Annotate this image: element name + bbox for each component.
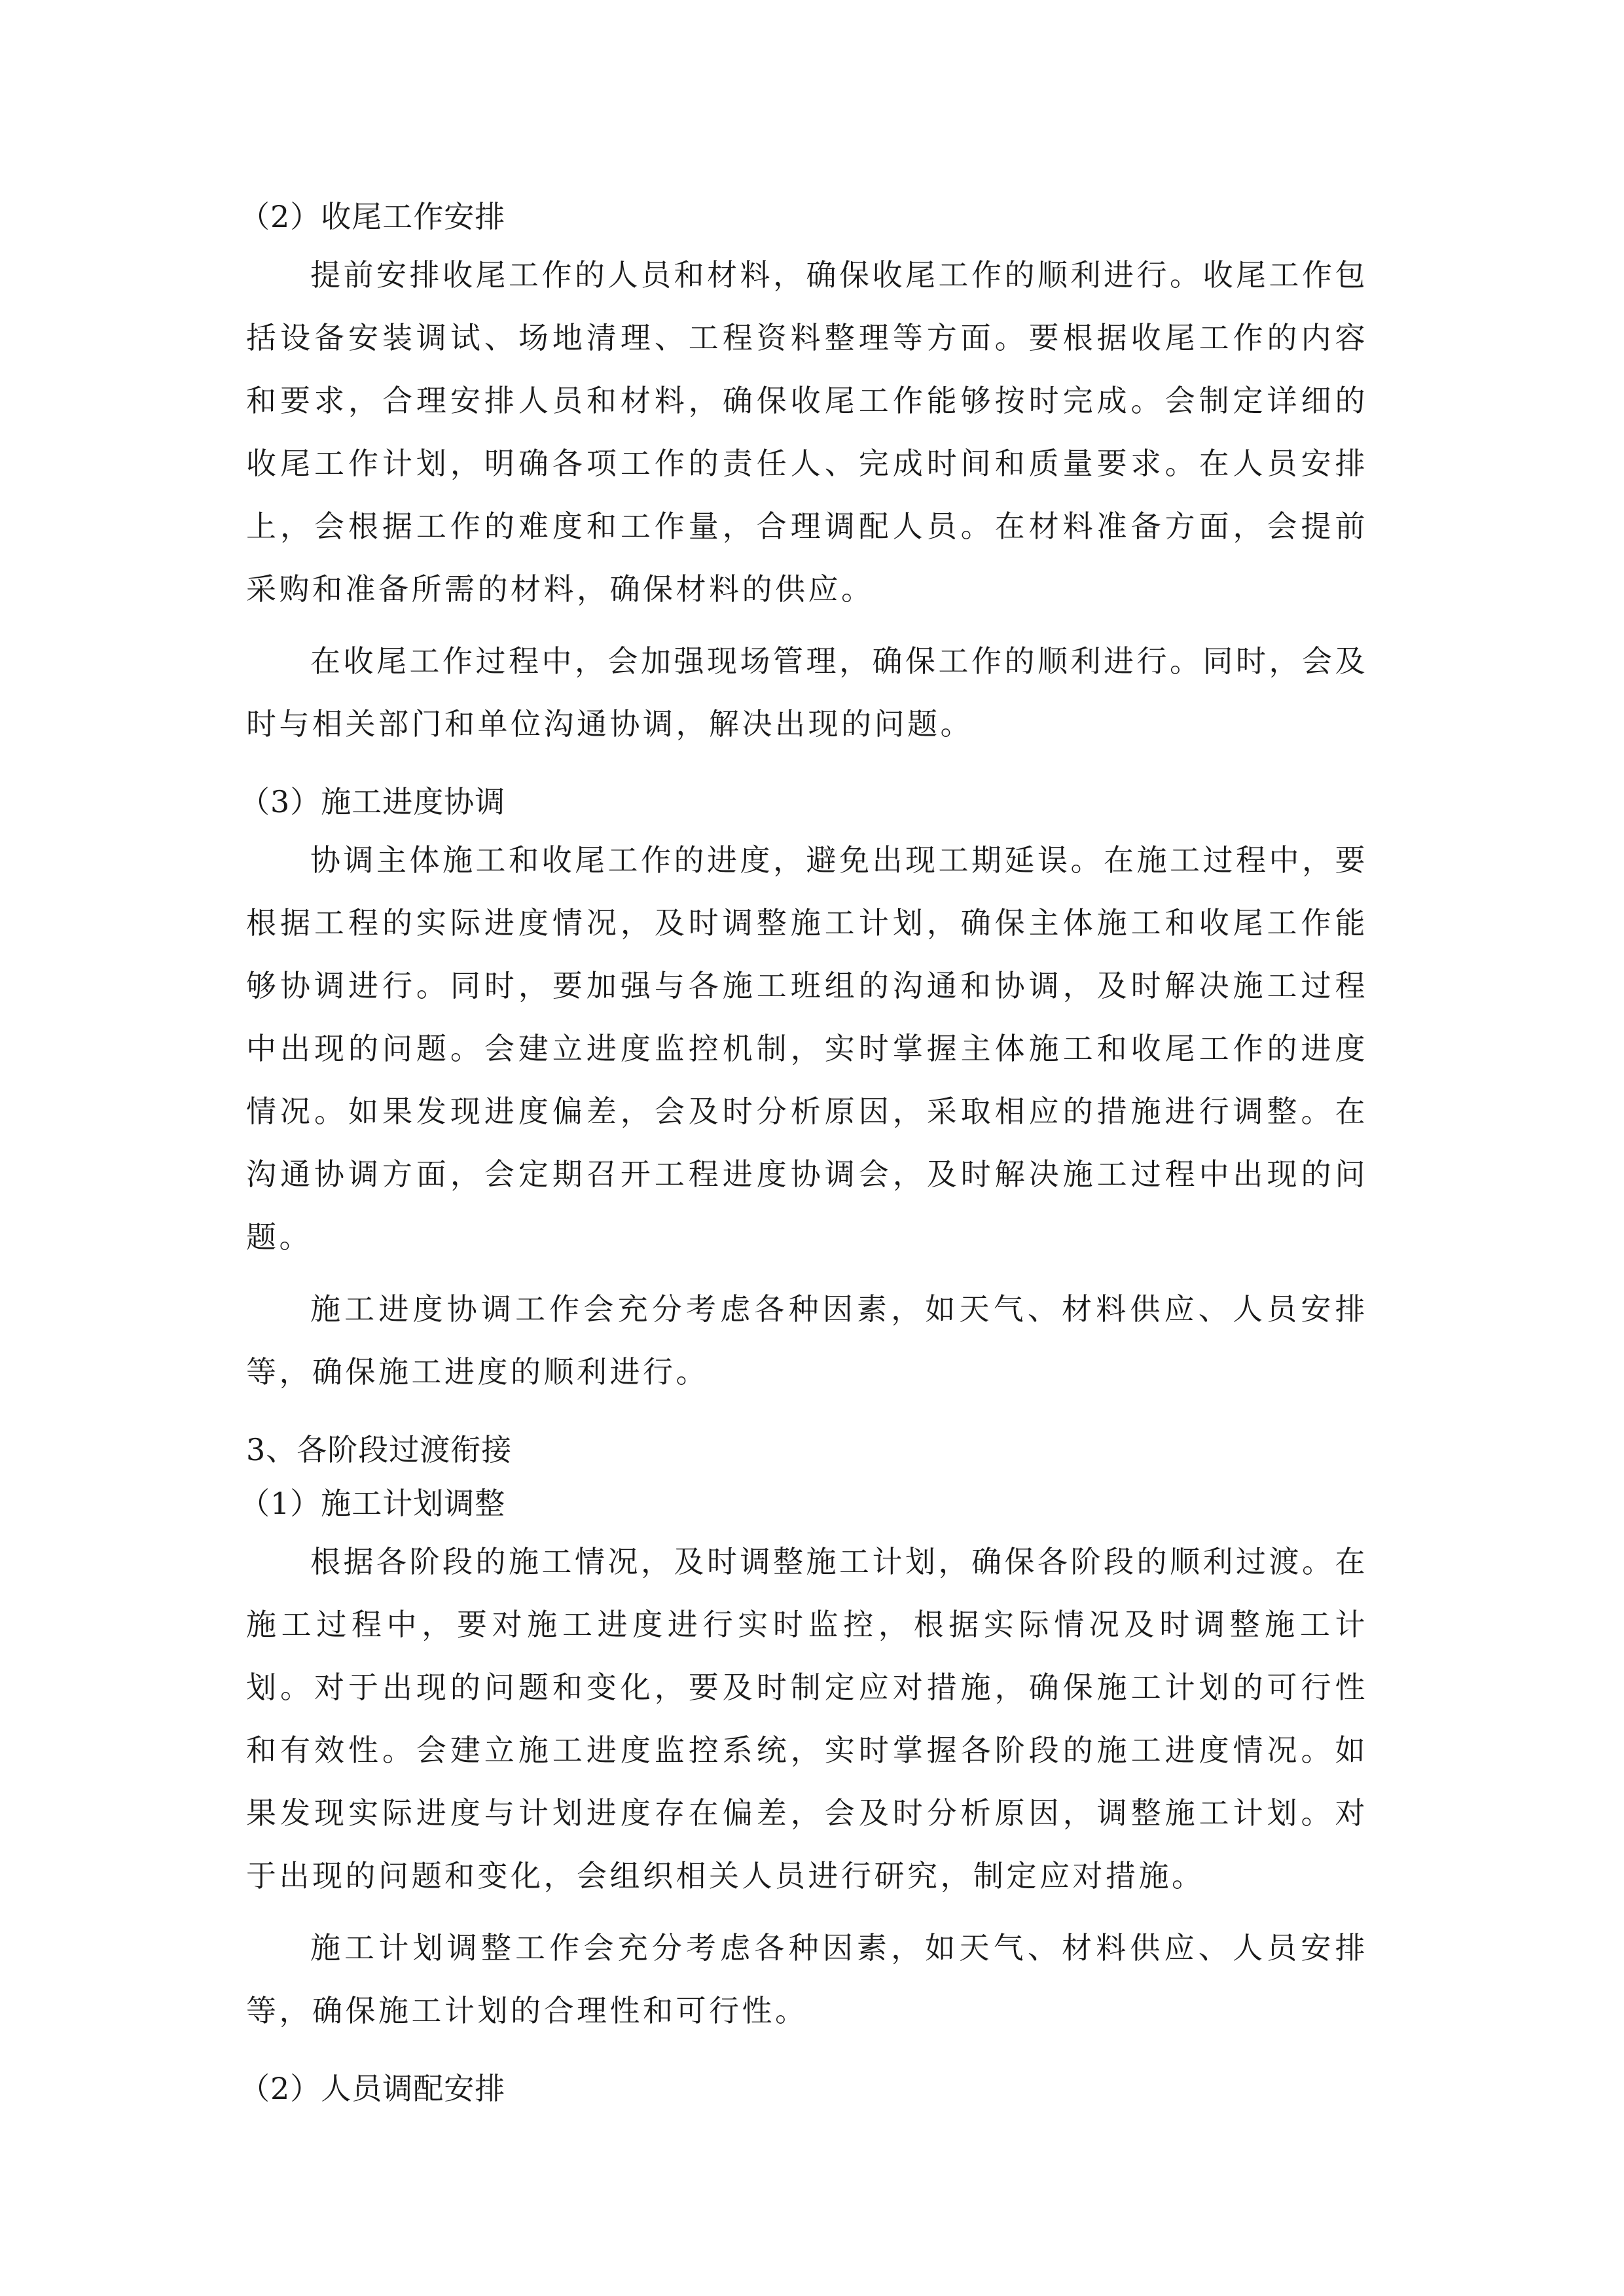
chapter-heading: 3、各阶段过渡衔接 xyxy=(246,1432,513,1467)
section-heading: （2）收尾工作安排 xyxy=(240,199,506,234)
paragraph: 施工计划调整工作会充分考虑各种因素，如天气、材料供应、人员安排等，确保施工计划的合理性和可行性。 xyxy=(246,1930,1368,2028)
section-heading: （2）人员调配安排 xyxy=(240,2071,506,2106)
paragraph: 施工进度协调工作会充分考虑各种因素，如天气、材料供应、人员安排等，确保施工进度的顺利进行。 xyxy=(246,1291,1368,1390)
paragraph: 提前安排收尾工作的人员和材料，确保收尾工作的顺利进行。收尾工作包括设备安装调试、场地清理、工程资料整理等方面。要根据收尾工作的内容和要求，合理安排人员和材料，确保收尾工作能够按时完成。会制定详细的收尾工作计划，明确各项工作的责任人、完成时间和质量要求。在人员安排上，会根据工作的难度和工作量，合理调配人员。在材料准备方面，会提前采购和准备所需的材料，确保材料的供应。 xyxy=(246,257,1368,607)
section-heading: （1）施工计划调整 xyxy=(240,1486,506,1521)
paragraph: 根据各阶段的施工情况，及时调整施工计划，确保各阶段的顺利过渡。在施工过程中，要对施工进度进行实时监控，根据实际情况及时调整施工计划。对于出现的问题和变化，要及时制定应对措施，确保施工计划的可行性和有效性。会建立施工进度监控系统，实时掌握各阶段的施工进度情况。如果发现实际进度与计划进度存在偏差，会及时分析原因，调整施工计划。对于出现的问题和变化，会组织相关人员进行研究，制定应对措施。 xyxy=(246,1544,1368,1893)
document-body xyxy=(240,190,1368,2115)
paragraph: 协调主体施工和收尾工作的进度，避免出现工期延误。在施工过程中，要根据工程的实际进度情况，及时调整施工计划，确保主体施工和收尾工作能够协调进行。同时，要加强与各施工班组的沟通和协调，及时解决施工过程中出现的问题。会建立进度监控机制，实时掌握主体施工和收尾工作的进度情况。如果发现进度偏差，会及时分析原因，采取相应的措施进行调整。在沟通协调方面，会定期召开工程进度协调会，及时解决施工过程中出现的问题。 xyxy=(246,842,1368,1255)
paragraph: 在收尾工作过程中，会加强现场管理，确保工作的顺利进行。同时，会及时与相关部门和单位沟通协调，解决出现的问题。 xyxy=(246,643,1368,742)
section-heading: （3）施工进度协调 xyxy=(240,784,506,819)
